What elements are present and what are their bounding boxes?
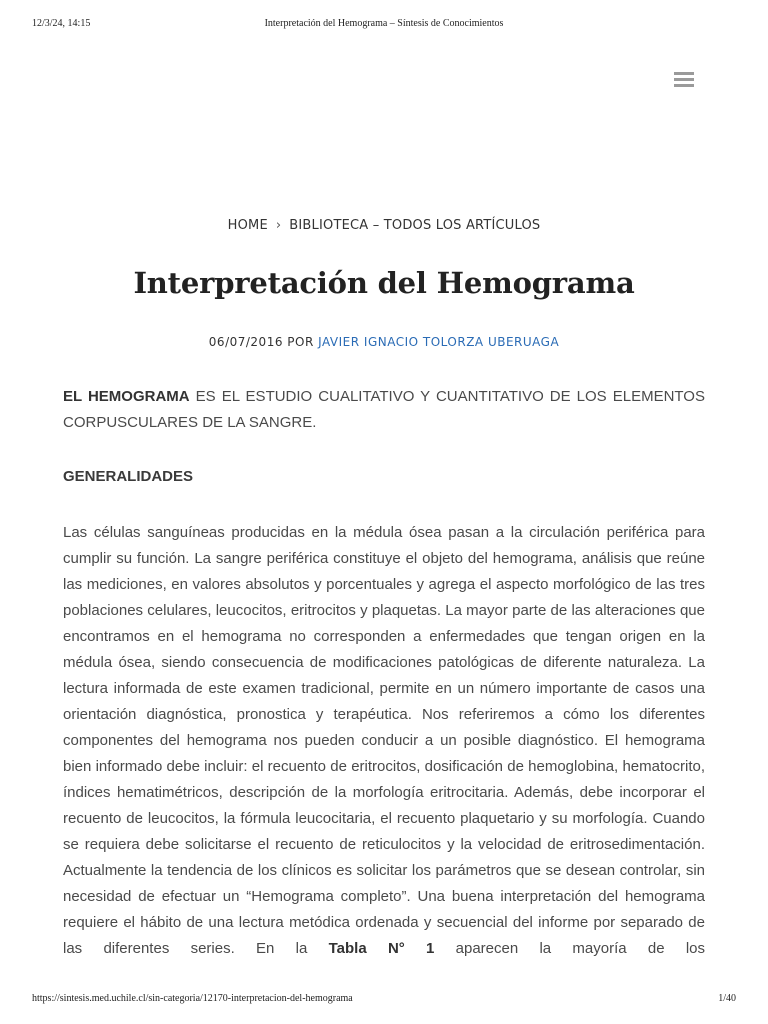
table-reference: Tabla N° 1 — [328, 940, 435, 957]
lead-paragraph — [63, 384, 705, 436]
print-footer — [32, 993, 736, 1007]
post-meta — [0, 335, 768, 349]
print-header — [32, 18, 736, 32]
page-number: 1/40 — [718, 993, 736, 1004]
article-content — [63, 384, 706, 957]
print-url: https://sintesis.med.uchile.cl/sin-categoria/12170-interpretacion-del-hemograma — [32, 993, 353, 1004]
body-paragraph — [63, 520, 705, 962]
body-text: Las células sanguíneas producidas en la médula ósea pasan a la circulación periférica para cumplir su función. La sangre periférica constituye el objeto del hemograma, análisis que reúne las mediciones, en valores absolutos y porcentuales y agrega el aspecto morfológico de las tres poblaciones celulares, leucocitos, eritrocitos y plaquetas. La mayor parte de las alteraciones que encontramos en el hemograma no corresponden a enfermedades que tengan origen en la médula ósea, siendo consecuencia de modificaciones patológicas de diferente naturaleza. La lectura informada de este examen tradicional, permite en un número importante de casos una orientación diagnóstica, pronostica y terapéutica. Nos referiremos a cómo los diferentes componentes del hemograma nos pueden conducir a un posible diagnóstico. El hemograma bien informado debe incluir: el recuento de eritrocitos, dosificación de hemoglobina, hematocrito, índices hematimétricos, descripción de la morfología eritrocitaria. Además, debe incorporar el recuento de leucocitos, la fórmula leucocitaria, el recuento plaquetario y su morfología. Cuando se requiera debe solicitarse el recuento de reticulocitos y la velocidad de eritrosedimentación. Actualmente la tendencia de los clínicos es solicitar los parámetros que se desean controlar, sin necesidad de efectuar un “Hemograma completo”. Una buena interpretación del hemograma requiere el hábito de una lectura metódica ordenada y secuencial del informe por separado de las diferentes series. En la — [63, 524, 705, 957]
page-title: Interpretación del Hemograma — [133, 266, 635, 300]
hamburger-menu-icon[interactable] — [674, 72, 694, 90]
lead-text: ES EL ESTUDIO CUALITATIVO Y CUANTITATIVO DE LOS ELEMENTOS CORPUSCULARES DE LA SANGRE. — [63, 388, 705, 431]
breadcrumb-library-link[interactable]: BIBLIOTECA – TODOS LOS ARTÍCULOS — [289, 218, 541, 233]
post-by-label: POR — [287, 335, 314, 349]
post-date: 06/07/2016 — [208, 335, 283, 349]
breadcrumb — [0, 218, 768, 233]
print-page-title: Interpretación del Hemograma – Síntesis de Conocimientos — [264, 18, 504, 29]
body-tail: aparecen la mayoría de los — [434, 940, 706, 957]
chevron-right-icon: › — [275, 218, 282, 233]
section-heading: GENERALIDADES — [63, 468, 194, 485]
breadcrumb-home-link[interactable]: HOME — [227, 218, 268, 233]
lead-bold-term: EL HEMOGRAMA — [63, 388, 190, 405]
author-link[interactable]: JAVIER IGNACIO TOLORZA UBERUAGA — [318, 335, 560, 349]
print-timestamp: 12/3/24, 14:15 — [32, 18, 91, 29]
